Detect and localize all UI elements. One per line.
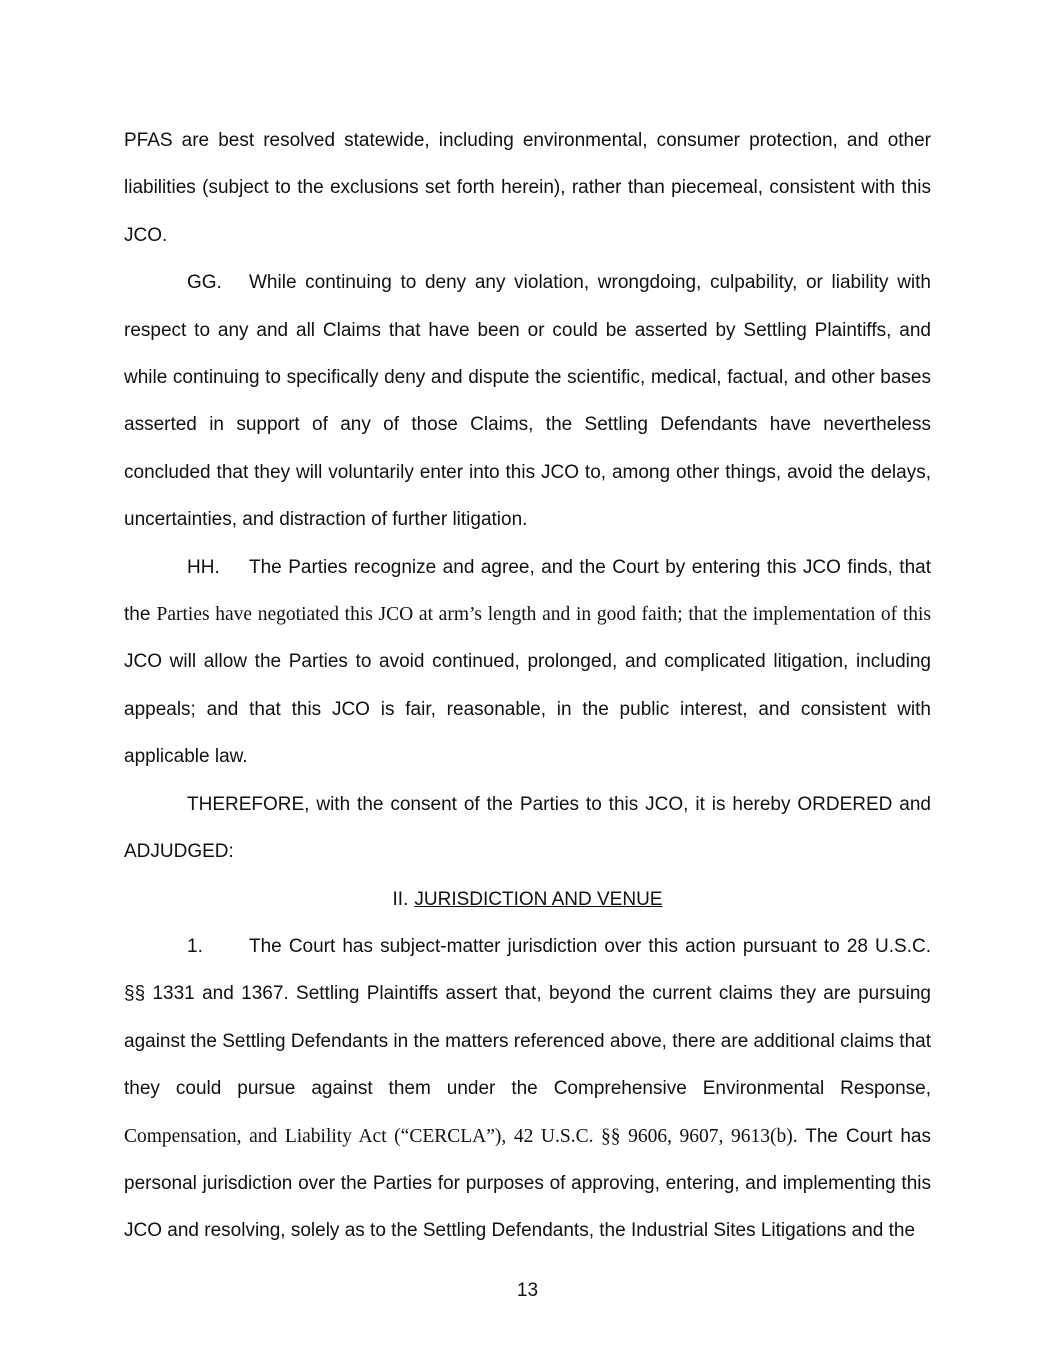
paragraph-label: 1. (187, 935, 203, 957)
paragraph-label: HH. (187, 556, 220, 578)
paragraph-text: The Court has personal jurisdiction over the Parties for purposes of approving, entering, and implementing this JCO and resolving, solely as to the Settling Defendants, the Industrial Sites Litigations and the (124, 1125, 931, 1242)
section-title: JURISDICTION AND VENUE (414, 888, 663, 910)
paragraph-label: GG. (187, 272, 222, 294)
paragraph-text: While continuing to deny any violation, wrongdoing, culpability, or liability with respect to any and all Claims that have been or could be asserted by Settling Plaintiffs, and while continuing to specifically deny and dispute the scientific, medical, factual, and other bases asserted in support of any of those Claims, the Settling Defendants have nevertheless concluded that they will voluntarily enter into this JCO to, among other things, avoid the delays, uncertainties, and distraction of further litigation. (124, 272, 931, 531)
document-page (124, 117, 931, 1255)
paragraph-text-serif: Compensation, and Liability Act (“CERCLA”), 42 U.S.C. §§ 9606, 9607, 9613(b). (124, 1125, 798, 1147)
therefore-paragraph: THEREFORE, with the consent of the Parties to this JCO, it is hereby ORDERED and ADJUDGED: (124, 793, 931, 863)
page-number: 13 (516, 1280, 539, 1301)
paragraph-hh (124, 544, 931, 781)
paragraph-text: The Parties recognize and agree, and the Court by entering this JCO finds, that the (124, 556, 931, 626)
paragraph-1 (124, 923, 931, 1255)
paragraph-text-serif: Parties have negotiated this JCO at arm’s length and in good faith; that the implementation of this (156, 604, 931, 626)
section-heading (124, 876, 931, 923)
continuation-paragraph: PFAS are best resolved statewide, including environmental, consumer protection, and other liabilities (subject to the exclusions set forth herein), rather than piecemeal, consistent with this JCO. (124, 130, 931, 246)
section-number: II. (392, 888, 409, 910)
paragraph-text: JCO will allow the Parties to avoid continued, prolonged, and complicated litigation, including appeals; and that this JCO is fair, reasonable, in the public interest, and consistent with applicable law. (124, 651, 931, 768)
paragraph-gg (124, 259, 931, 543)
paragraph-text: The Court has subject-matter jurisdiction over this action pursuant to 28 U.S.C. §§ 1331 and 1367. Settling Plaintiffs assert that, beyond the current claims they are pursuing against the Settling Defendants in the matters referenced above, there are additional claims that they could pursue against them under the Comprehensive Environmental Response, (124, 935, 931, 1100)
